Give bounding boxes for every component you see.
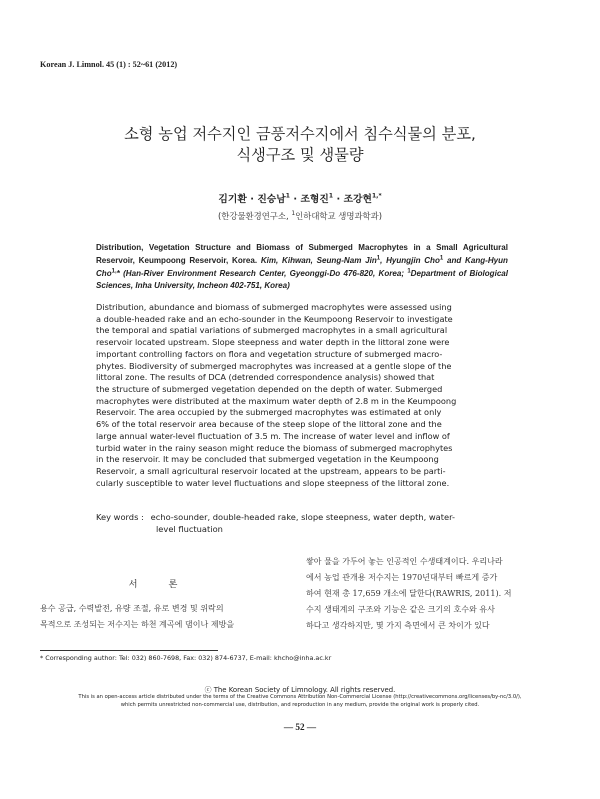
abstract [96,302,508,490]
english-affiliation-2: Department of Biological Sciences, Inha University, Incheon 402-751, Korea) [96,268,509,291]
english-affiliation-1: * (Han-River Environment Research Center, Gyeonggi-Do 476-820, Korea; [116,268,408,278]
abstract-line: macrophytes were distributed at the maximum water depth of 2.8 m in the Keumpoong [96,395,457,406]
english-sup-1: 1 [376,255,381,262]
body-line: 하여 현재 총 17,659 개소에 달한다(RAWRIS, 2011). 저 [306,589,512,599]
abstract-line: reservoir located upstream. Slope steepness and water depth in the littoral zone were [96,337,450,348]
abstract-line: phytes. Biodiversity of submerged macrophytes was increased at a gentle slope of the [96,360,452,371]
english-sup-3: 1, [111,267,117,274]
body-left-column [40,601,282,633]
english-sup-2: 1 [439,255,444,262]
english-sup-4: 1 [407,267,411,274]
affiliation-sup: 1 [291,210,296,218]
abstract-line: large annual water-level fluctuation of 3.5 m. The increase of water level and inflow of [96,430,450,441]
body-line: 에서 농업 관개용 저수지는 1970년대부터 빠르게 증가 [306,573,498,583]
license-notice [0,693,600,710]
english-citation-header [96,242,508,293]
author-3-sup: 1,* [371,192,382,200]
affiliation-part-1: (한강물환경연구소, [218,211,292,221]
abstract-line: littoral zone. The results of DCA (detrended correspondence analysis) showed that [96,372,435,383]
copyright-notice: ⓒ The Korean Society of Limnology. All rights reserved. [204,686,396,694]
body-right-column [306,554,562,634]
author-1-sup: 1 [285,192,290,200]
affiliation [0,210,600,222]
english-authors-3: and Kang-Hyun Cho [96,255,508,278]
english-authors-2: , Hyungjin Cho [380,255,440,265]
abstract-line: in the reservoir. It may be concluded that submerged vegetation in the Keumpoong [96,454,439,465]
abstract-line: Reservoir. The area occupied by the submerged macrophytes was estimated at only [96,407,442,418]
abstract-line: cularly susceptible to water level fluctuations and slope steepness of the littoral zone. [96,477,450,488]
keywords-line-2: level fluctuation [156,524,223,534]
body-line: 하다고 생각하지만, 몇 가지 측면에서 큰 차이가 있다 [306,621,490,631]
body-line: 용수 공급, 수력발전, 유량 조절, 유로 변경 및 위락의 [40,604,224,613]
keywords-label: Key words : [96,512,144,522]
body-line: 쌓아 물을 가두어 놓는 인공적인 수생태계이다. 우리나라 [306,557,503,566]
affiliation-part-2: 인하대학교 생명과학과) [295,211,382,221]
license-line-2: which permits unrestricted non-commercial use, distribution, and reproduction in any medium, provide the original work is properly cited. [120,702,480,709]
abstract-line: the structure of submerged vegetation depended on the depth of water. Submerged [96,384,443,395]
corresponding-author-footnote: * Corresponding author: Tel: 032) 860-7698, Fax: 032) 874-6737, E-mail: khcho@inha.ac.kr [40,654,332,662]
author-3: · 조강현 [333,194,372,205]
author-list [0,191,600,205]
abstract-line: important controlling factors on flora and vegetation structure of submerged macro- [96,348,443,359]
license-line-1: This is an open-access article distributed under the terms of the Creative Commons Attribution Non-Commercial License (http://creativecommons.org/licenses/by-nc/3.0/), [78,694,522,700]
body-line: 목적으로 조성되는 저수지는 하천 계곡에 댐이나 제방을 [40,620,235,630]
footnote-divider [40,650,218,651]
keywords-line-1: echo-sounder, double-headed rake, slope steepness, water depth, water- [150,512,455,522]
abstract-line: Reservoir, a small agricultural reservoir located at the upstream, appears to be parti- [96,466,446,477]
english-authors-1: Kim, Kihwan, Seung-Nam Jin [260,255,377,265]
abstract-line: Distribution, abundance and biomass of submerged macrophytes were assessed using [96,302,452,312]
author-2: · 조형진 [289,194,329,205]
abstract-line: the temporal and spatial variations of submerged macrophytes in a small agricultural [96,325,448,336]
english-title: Distribution, Vegetation Structure and Biomass of Submerged Macrophytes in a Small Agricultural Reservoir, Keumpoong Reservoir, Korea. [96,243,508,265]
page-number: — 52 — [283,722,317,732]
keywords [96,511,508,535]
body-line: 수지 생태계의 구조와 기능은 같은 크기의 호수와 유사 [306,605,495,615]
title-line-2: 식생구조 및 생물량 [236,146,364,164]
abstract-line: 6% of the total reservoir area because of the steep slope of the littoral zone and the [96,419,442,430]
title-line-1: 소형 농업 저수지인 금풍저수지에서 침수식물의 분포, [124,125,476,143]
abstract-line: turbid water in the rainy season might reduce the biomass of submerged macrophytes [96,442,453,453]
section-heading-introduction: 서 론 [128,579,192,590]
journal-reference: Korean J. Limnol. 45 (1) : 52~61 (2012) [40,60,178,69]
article-title [0,124,600,166]
author-1: 김기환 · 진승남 [218,194,286,205]
author-2-sup: 1 [328,192,334,200]
abstract-line: a double-headed rake and an echo-sounder in the Keumpoong Reservoir to investigate [96,313,453,324]
